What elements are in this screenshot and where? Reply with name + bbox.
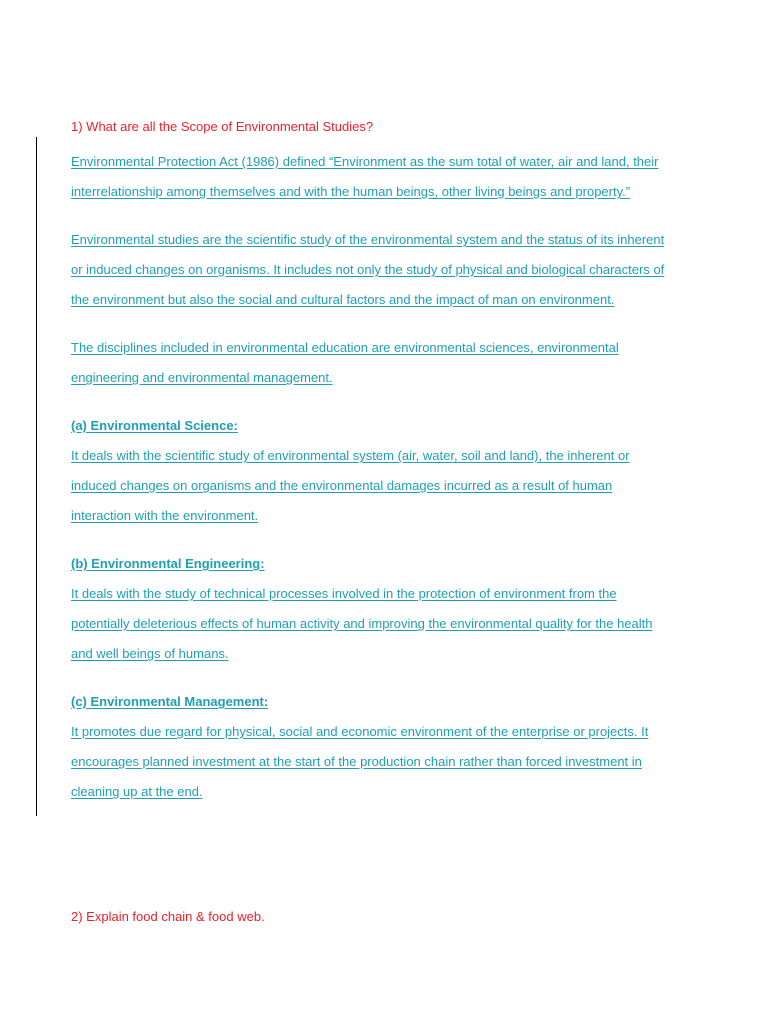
- paragraph-definition: [71, 147, 721, 207]
- section-line: It deals with the scientific study of environmental system (air, water, soil and land), the inherent or: [71, 448, 630, 463]
- paragraph-line: Environmental studies are the scientific study of the environmental system and the status of its inherent: [71, 232, 665, 247]
- section-line: encourages planned investment at the start of the production chain rather than forced investment in: [71, 754, 642, 769]
- section-heading: (c) Environmental Management:: [71, 694, 269, 709]
- section-body: [71, 579, 721, 669]
- section-line: cleaning up at the end.: [71, 784, 203, 799]
- question-2: 2) Explain food chain & food web.: [71, 909, 265, 924]
- paragraph-line: interrelationship among themselves and with the human beings, other living beings and property.”: [71, 184, 631, 199]
- paragraph-line: the environment but also the social and cultural factors and the impact of man on environment.: [71, 292, 615, 307]
- section-line: It promotes due regard for physical, social and economic environment of the enterprise or projects. It: [71, 724, 649, 739]
- change-bar: [36, 137, 37, 816]
- section-body: [71, 717, 721, 807]
- section-environmental-management: [71, 687, 721, 807]
- paragraph-line: engineering and environmental management.: [71, 370, 333, 385]
- section-line: induced changes on organisms and the environmental damages incurred as a result of human: [71, 478, 613, 493]
- section-body: [71, 441, 721, 531]
- paragraph-line: The disciplines included in environmental education are environmental sciences, environmental: [71, 340, 619, 355]
- paragraph-line: Environmental Protection Act (1986) defined “Environment as the sum total of water, air and land, their: [71, 154, 659, 169]
- document-content: [71, 117, 721, 825]
- section-line: interaction with the environment.: [71, 508, 259, 523]
- section-environmental-engineering: [71, 549, 721, 669]
- section-heading: (a) Environmental Science:: [71, 418, 238, 433]
- paragraph-line: or induced changes on organisms. It includes not only the study of physical and biological characters of: [71, 262, 665, 277]
- question-1: 1) What are all the Scope of Environmental Studies?: [71, 119, 374, 134]
- paragraph-environmental-studies: [71, 225, 721, 315]
- section-environmental-science: [71, 411, 721, 531]
- section-heading: (b) Environmental Engineering:: [71, 556, 265, 571]
- section-line: It deals with the study of technical processes involved in the protection of environment from the: [71, 586, 617, 601]
- section-line: potentially deleterious effects of human activity and improving the environmental quality for the health: [71, 616, 653, 631]
- paragraph-disciplines: [71, 333, 721, 393]
- section-line: and well beings of humans.: [71, 646, 229, 661]
